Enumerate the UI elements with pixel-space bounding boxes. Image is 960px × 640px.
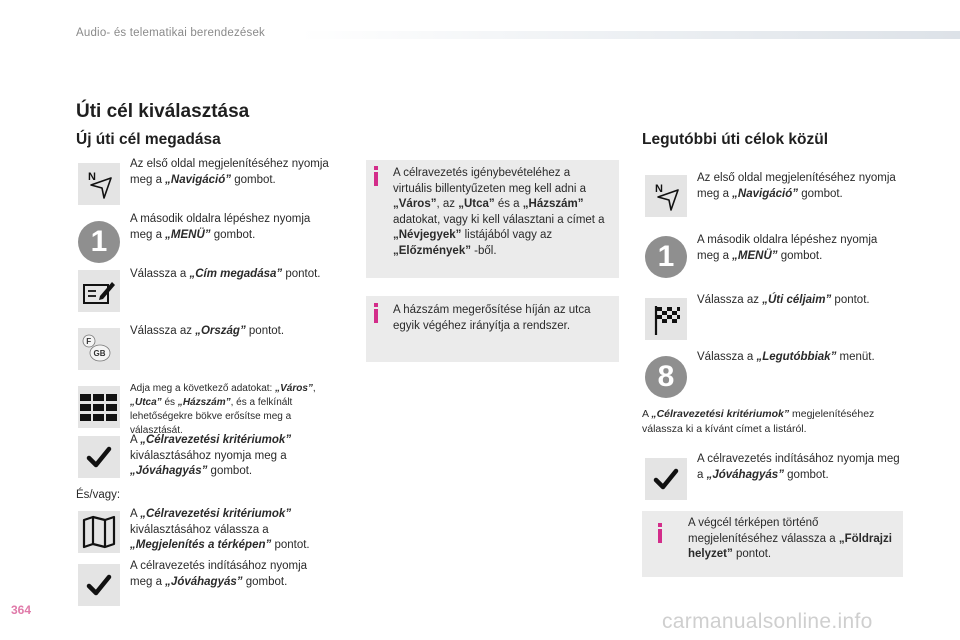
left-step-4-text: Válassza az „Ország” pontot. [130, 325, 285, 337]
right-heading: Legutóbbi úti célok közül [642, 131, 828, 148]
left-step-8-text: A célravezetés indításához nyomja meg a „Jóváhagyás” gombot. [130, 560, 308, 588]
info-icon [658, 523, 662, 527]
map-icon [78, 511, 120, 553]
page-title: Úti cél kiválasztása [76, 101, 250, 122]
section-header: Audio- és telematikai berendezések [76, 27, 265, 39]
info-box-house-number-text: A házszám megerősítése híján az utca egyik végéhez irányítja a rendszer. [393, 304, 591, 332]
info-box-house-number [366, 296, 619, 362]
left-heading: Új úti cél megadása [76, 131, 221, 148]
right-step-3-text: Válassza az „Úti céljaim” pontot. [697, 294, 870, 306]
info-icon [374, 166, 378, 170]
left-step-6-text: A „Célravezetési kritériumok” kiválasztásához nyomja meg a „Jóváhagyás” gombot. [130, 434, 292, 477]
right-step-4-text: Válassza a „Legutóbbiak” menüt. [697, 351, 875, 363]
info-box-keyboard-text: A célravezetés igénybevételéhez a virtuális billentyűzeten meg kell adni a „Város”, az „Utca” és a „Házszám” adatokat, vagy ki kell választani a címet a „Névjegyek” listájából vagy az „Előzmények” -ből. [393, 167, 605, 257]
svg-text:F: F [86, 337, 92, 346]
header-bar [300, 31, 960, 39]
navigation-icon [78, 163, 120, 205]
and-or-label: És/vagy: [76, 489, 121, 501]
check-icon [78, 564, 120, 606]
watermark: carmanualsonline.info [662, 610, 873, 633]
right-step-1-text: Az első oldal megjelenítéséhez nyomja meg a „Navigáció” gombot. [697, 172, 896, 200]
info-box-map [642, 511, 903, 577]
left-step-1-text: Az első oldal megjelenítéséhez nyomja meg a „Navigáció” gombot. [130, 158, 329, 186]
info-box-keyboard [366, 160, 619, 278]
step-number-badge: 1 [78, 221, 120, 263]
keyboard-icon [78, 386, 120, 428]
navigation-icon [645, 175, 687, 217]
info-icon [374, 303, 378, 307]
left-step-7-text: A „Célravezetési kritériumok” kiválasztásához válassza a „Megjelenítés a térképen” pontot. [130, 508, 310, 551]
page-number: 364 [11, 603, 32, 617]
right-step-2-text: A második oldalra lépéshez nyomja meg a „MENÜ” gombot. [697, 234, 878, 262]
svg-text:N: N [655, 183, 663, 195]
left-step-5-text: Adja meg a következő adatokat: „Város”, „Utca” és „Házszám”, és a felkínált lehetőségekre bökve erősítse meg a választását. [130, 383, 316, 436]
info-box-map-text: A végcél térképen történő megjelenítéséhez válassza a „Földrajzi helyzet” pontot. [688, 517, 892, 560]
step-number-badge: 8 [645, 356, 687, 398]
checkered-flag-icon [645, 298, 687, 340]
svg-text:GB: GB [93, 349, 106, 358]
right-select-note: A „Célravezetési kritériumok” megjelenítéséhez válassza ki a kívánt címet a listáról. [642, 408, 875, 435]
country-flag-icon [78, 328, 120, 370]
right-confirm-text: A célravezetés indításához nyomja meg a „Jóváhagyás” gombot. [697, 453, 900, 481]
step-number-badge: 1 [645, 236, 687, 278]
left-step-3-text: Válassza a „Cím megadása” pontot. [130, 268, 321, 280]
check-icon [645, 458, 687, 500]
check-icon [78, 436, 120, 478]
svg-text:N: N [88, 171, 96, 183]
address-entry-icon [78, 270, 120, 312]
left-step-2-text: A második oldalra lépéshez nyomja meg a „MENÜ” gombot. [130, 213, 311, 241]
